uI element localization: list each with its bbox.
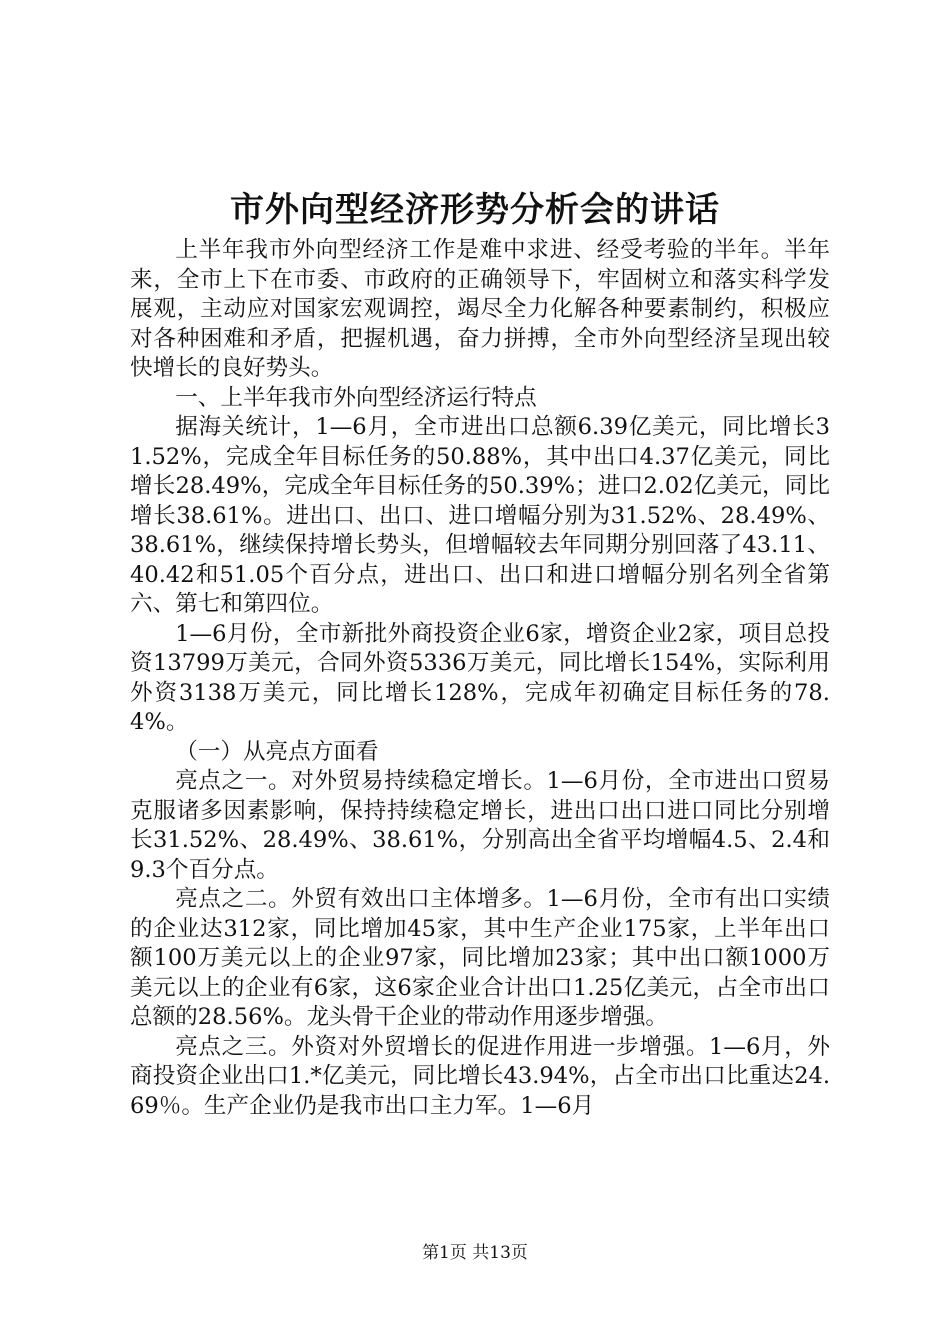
document-title: 市外向型经济形势分析会的讲话 <box>230 190 720 230</box>
section-heading-1: 一、上半年我市外向型经济运行特点 <box>175 384 537 411</box>
subsection-heading-highlights: （一）从亮点方面看 <box>175 738 379 765</box>
customs-statistics-paragraph: 据海关统计，1—6月，全市进出口总额6.39亿美元，同比增长31.52%，完成全年目标任务的50.88%，其中出口4.37亿美元，同比增长28.49%，完成全年目标任务的50.39%；进口2.02亿美元，同比增长38.61%。进出口、出口、进口增幅分别为31.52%、28.49%、38.61%，继续保持增长势头，但增幅较去年同期分别回落了43.11、40.42和51.05个百分点，进出口、出口和进口增幅分别名列全省第六、第七和第四位。 <box>130 414 830 617</box>
highlight-paragraph-2: 亮点之二。外贸有效出口主体增多。1—6月份，全市有出口实绩的企业达312家，同比增加45家，其中生产企业175家，上半年出口额100万美元以上的企业97家，同比增加23家；其中出口额1000万美元以上的企业有6家，这6家企业合计出口1.25亿美元，占全市出口总额的28.56%。龙头骨干企业的带动作用逐步增强。 <box>130 886 830 1030</box>
page-number-footer: 第1页 共13页 <box>422 1243 528 1263</box>
highlight-paragraph-1: 亮点之一。对外贸易持续稳定增长。1—6月份，全市进出口贸易克服诸多因素影响，保持持续稳定增长，进出口出口进口同比分别增长31.52%、28.49%、38.61%，分别高出全省平均增幅4.5、2.4和9.3个百分点。 <box>130 768 830 883</box>
document-body <box>130 236 830 1121</box>
highlight-paragraph-3: 亮点之三。外资对外贸增长的促进作用进一步增强。1—6月，外商投资企业出口1.*亿美元，同比增长43.94%，占全市出口比重达24.69％。生产企业仍是我市出口主力军。1—6月 <box>130 1033 830 1119</box>
foreign-investment-paragraph: 1—6月份，全市新批外商投资企业6家，增资企业2家，项目总投资13799万美元，合同外资5336万美元，同比增长154%，实际利用外资3138万美元，同比增长128%，完成年初确定目标任务的78.4%。 <box>130 620 830 735</box>
intro-paragraph: 上半年我市外向型经济工作是难中求进、经受考验的半年。半年来，全市上下在市委、市政府的正确领导下，牢固树立和落实科学发展观，主动应对国家宏观调控，竭尽全力化解各种要素制约，积极应对各种困难和矛盾，把握机遇，奋力拼搏，全市外向型经济呈现出较快增长的良好势头。 <box>130 237 830 381</box>
